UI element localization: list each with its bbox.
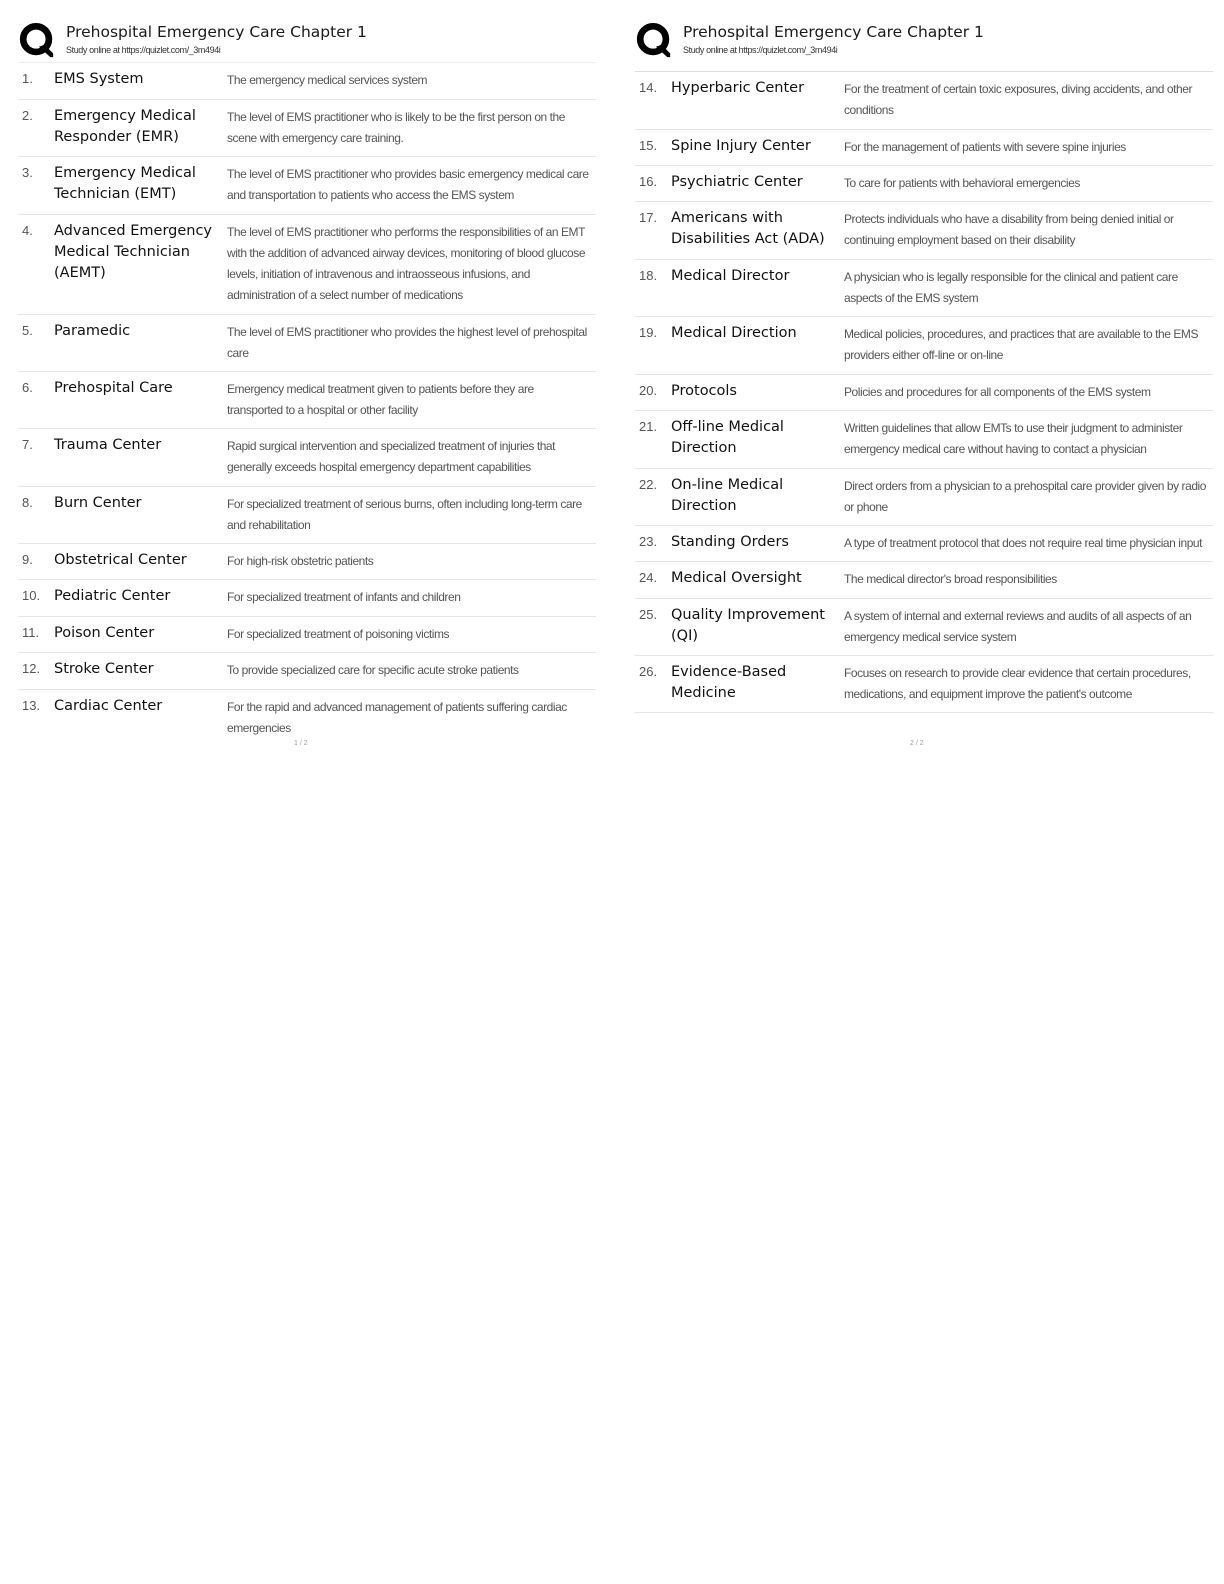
item-number: 17. [639,210,658,225]
study-online-link[interactable]: Study online at https://quizlet.com/_3m494i [683,45,838,55]
definition: A type of treatment protocol that does not require real time physician input [844,536,1203,550]
definition: The level of EMS practitioner who provides basic emergency medical care and transportation to patients who access the EMS system [227,167,589,202]
term-row [18,544,596,580]
term-row [18,617,596,653]
term: Cardiac Center [54,698,163,714]
term-row [18,429,596,487]
definition: The level of EMS practitioner who is likely to be the first person on the scene with emergency care training. [227,110,565,145]
item-number: 23. [639,534,658,549]
term-row [635,469,1213,526]
page-title: Prehospital Emergency Care Chapter 1 [683,23,984,41]
term: Medical Direction [671,325,797,341]
term-row [18,63,596,100]
term: Obstetrical Center [54,552,187,568]
term-list [635,71,1213,713]
term-row [635,317,1213,375]
definition: For the management of patients with severe spine injuries [844,140,1126,154]
term: Spine Injury Center [671,138,811,154]
term-row [18,653,596,690]
term: Poison Center [54,625,155,641]
definition: Focuses on research to provide clear evidence that certain procedures, medications, and equipment improve the patient's outcome [844,666,1191,701]
item-number: 7. [22,437,33,452]
term-row [18,580,596,617]
term: On-line Medical Direction [671,477,784,514]
item-number: 14. [639,80,658,95]
term-row [635,411,1213,469]
definition: To care for patients with behavioral emergencies [844,176,1080,190]
term: Paramedic [54,323,131,339]
definition: To provide specialized care for specific acute stroke patients [227,663,519,677]
term: Quality Improvement (QI) [671,607,825,644]
term: Medical Oversight [671,570,802,586]
term-row [635,599,1213,656]
term: Off-line Medical Direction [671,419,784,456]
definition: For the treatment of certain toxic exposures, diving accidents, and other conditions [844,82,1193,117]
definition: A physician who is legally responsible for the clinical and patient care aspects of the EMS system [844,270,1178,305]
definition: The emergency medical services system [227,73,428,87]
term: Standing Orders [671,534,789,550]
term-row [635,562,1213,599]
definition: Written guidelines that allow EMTs to use their judgment to administer emergency medical care without having to contact a physician [844,421,1183,456]
definition: Policies and procedures for all components of the EMS system [844,385,1151,399]
item-number: 20. [639,383,658,398]
page-title: Prehospital Emergency Care Chapter 1 [66,23,367,41]
term: Psychiatric Center [671,174,803,190]
term-row [635,166,1213,202]
term-row [635,202,1213,260]
term: Americans with Disabilities Act (ADA) [671,210,825,247]
quizlet-logo-icon [18,22,56,60]
term-row [18,215,596,315]
item-number: 21. [639,419,658,434]
page-header [18,0,596,60]
definition: The level of EMS practitioner who performs the responsibilities of an EMT with the addition of advanced airway devices, monitoring of blood glucose levels, initiation of intravenous and intraosseous infusions, and administration of a select number of medications [227,225,586,302]
item-number: 13. [22,698,41,713]
term-row [635,375,1213,411]
page-number: 1 / 2 [294,740,308,747]
page-header [635,0,1213,60]
item-number: 10. [22,588,41,603]
item-number: 15. [639,138,658,153]
item-number: 12. [22,661,41,676]
term-row [635,130,1213,166]
definition: Protects individuals who have a disability from being denied initial or continuing employment based on their disability [844,212,1174,247]
term: Pediatric Center [54,588,171,604]
term: Medical Director [671,268,790,284]
definition: The level of EMS practitioner who provides the highest level of prehospital care [227,325,587,360]
term-row [18,100,596,157]
term: Emergency Medical Responder (EMR) [54,108,196,145]
term: Trauma Center [54,437,162,453]
term: Emergency Medical Technician (EMT) [54,165,196,202]
term: Stroke Center [54,661,154,677]
item-number: 8. [22,495,33,510]
item-number: 9. [22,552,33,567]
term: Evidence-Based Medicine [671,664,787,701]
definition: Medical policies, procedures, and practices that are available to the EMS providers either off-line or on-line [844,327,1199,362]
definition: Direct orders from a physician to a prehospital care provider given by radio or phone [844,479,1206,514]
term-row [18,372,596,429]
definition: For specialized treatment of poisoning victims [227,627,450,641]
term: Burn Center [54,495,142,511]
term-row [635,260,1213,317]
term-row [18,690,596,742]
term-row [635,526,1213,562]
definition: A system of internal and external reviews and audits of all aspects of an emergency medical service system [844,609,1192,644]
definition: The medical director's broad responsibilities [844,572,1057,586]
quizlet-logo-icon [635,22,673,60]
item-number: 18. [639,268,658,283]
study-online-link[interactable]: Study online at https://quizlet.com/_3m494i [66,45,221,55]
item-number: 3. [22,165,33,180]
item-number: 24. [639,570,658,585]
item-number: 2. [22,108,33,123]
term: Protocols [671,383,737,399]
definition: For specialized treatment of serious burns, often including long-term care and rehabilitation [227,497,582,532]
term: Advanced Emergency Medical Technician (AEMT) [54,223,213,281]
definition: For high-risk obstetric patients [227,554,374,568]
definition: Emergency medical treatment given to patients before they are transported to a hospital or other facility [227,382,534,417]
term: Hyperbaric Center [671,80,805,96]
item-number: 25. [639,607,658,622]
flashcard-page-2 [635,0,1213,760]
term-row [635,656,1213,713]
item-number: 19. [639,325,658,340]
term: EMS System [54,71,144,87]
term-list [18,62,596,742]
item-number: 5. [22,323,33,338]
term-row [18,487,596,544]
definition: For the rapid and advanced management of patients suffering cardiac emergencies [227,700,567,735]
term-row [635,72,1213,130]
term: Prehospital Care [54,380,173,396]
definition: For specialized treatment of infants and children [227,590,461,604]
item-number: 16. [639,174,658,189]
item-number: 6. [22,380,33,395]
item-number: 26. [639,664,658,679]
flashcard-page-1 [18,0,596,760]
item-number: 1. [22,71,33,86]
term-row [18,315,596,372]
item-number: 4. [22,223,33,238]
item-number: 11. [22,625,40,640]
item-number: 22. [639,477,658,492]
definition: Rapid surgical intervention and specialized treatment of injuries that generally exceeds hospital emergency department capabilities [227,439,556,474]
page-number: 2 / 2 [910,740,924,747]
term-row [18,157,596,215]
